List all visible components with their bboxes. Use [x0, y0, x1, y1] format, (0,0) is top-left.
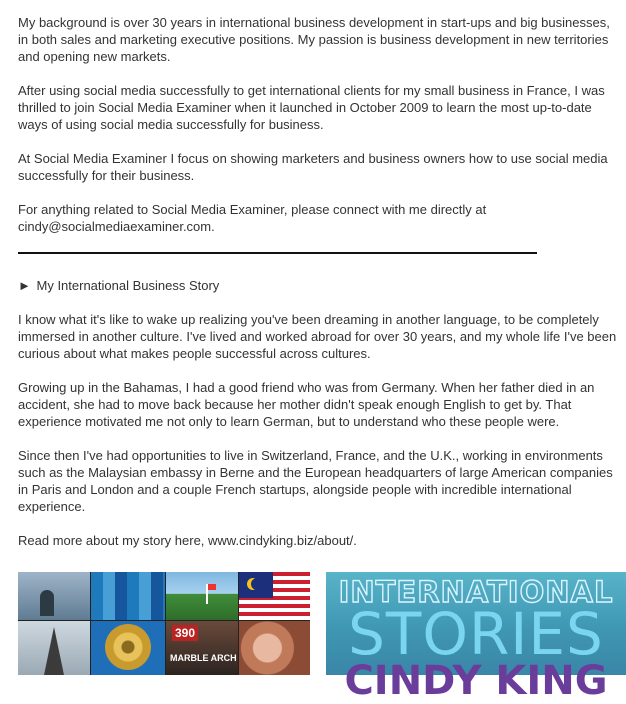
cover-line-1: INTERNATIONAL — [338, 575, 614, 609]
story-heading — [18, 277, 620, 294]
blue-mosaic-photo — [91, 572, 165, 620]
cover-line-2: STORIES — [348, 600, 604, 668]
sign-number: 390 — [172, 625, 198, 641]
read-more-link[interactable]: Read more about my story here, www.cindyking.biz/about/. — [18, 533, 357, 548]
international-stories-cover-image[interactable] — [326, 572, 626, 704]
article-content — [18, 14, 620, 566]
sign-text: MARBLE ARCH — [170, 653, 237, 663]
bio-paragraph-2: After using social media successfully to get international clients for my small business in France, I was thrilled to join Social Media Examiner when it launched in October 2009 to learn the most up-to-date ways of using social media successfully for business. — [18, 83, 605, 132]
horizontal-divider — [18, 252, 537, 254]
bio-paragraph-3: At Social Media Examiner I focus on showing marketers and business owners how to use social media successfully for their business. — [18, 151, 608, 183]
image-row — [18, 572, 626, 704]
story-heading-text: My International Business Story — [36, 278, 220, 293]
story-paragraph-2: Growing up in the Bahamas, I had a good friend who was from Germany. When her father died in an accident, she had to move back because her mother didn't speak enough English to get by. That experience motivated me not only to learn German, but to understand who these people were. — [18, 380, 595, 429]
marble-arch-sign-photo — [166, 621, 238, 675]
photo-collage-image[interactable] — [18, 572, 310, 675]
bio-paragraph-1: My background is over 30 years in international business development in start-ups and big businesses, in both sales and marketing executive positions. My passion is business development in new territories and opening new markets. — [18, 15, 610, 64]
food-photo — [239, 621, 310, 675]
eiffel-tower-photo — [18, 621, 90, 675]
story-paragraph-1: I know what it's like to wake up realizing you've been dreaming in another language, to be completely immersed in another culture. I've lived and worked abroad for over 30 years, and my whole life I've been curious about what makes people successful across cultures. — [18, 312, 617, 361]
play-arrow-icon: ► — [18, 278, 31, 293]
bio-contact-paragraph: For anything related to Social Media Examiner, please connect with me directly at cindy@socialmediaexaminer.com. — [18, 202, 487, 234]
cover-line-3: CINDY KING — [344, 658, 608, 704]
sky-silhouette-photo — [18, 572, 90, 620]
malaysia-flag-photo — [239, 572, 310, 620]
story-paragraph-3: Since then I've had opportunities to live in Switzerland, France, and the U.K., working in environments such as the Malaysian embassy in Berne and the European headquarters of large American companies in Paris and London and a couple French startups, alongside people with incredible international experience. — [18, 448, 613, 514]
gold-record-photo — [91, 621, 165, 675]
golf-green-photo — [166, 572, 238, 620]
